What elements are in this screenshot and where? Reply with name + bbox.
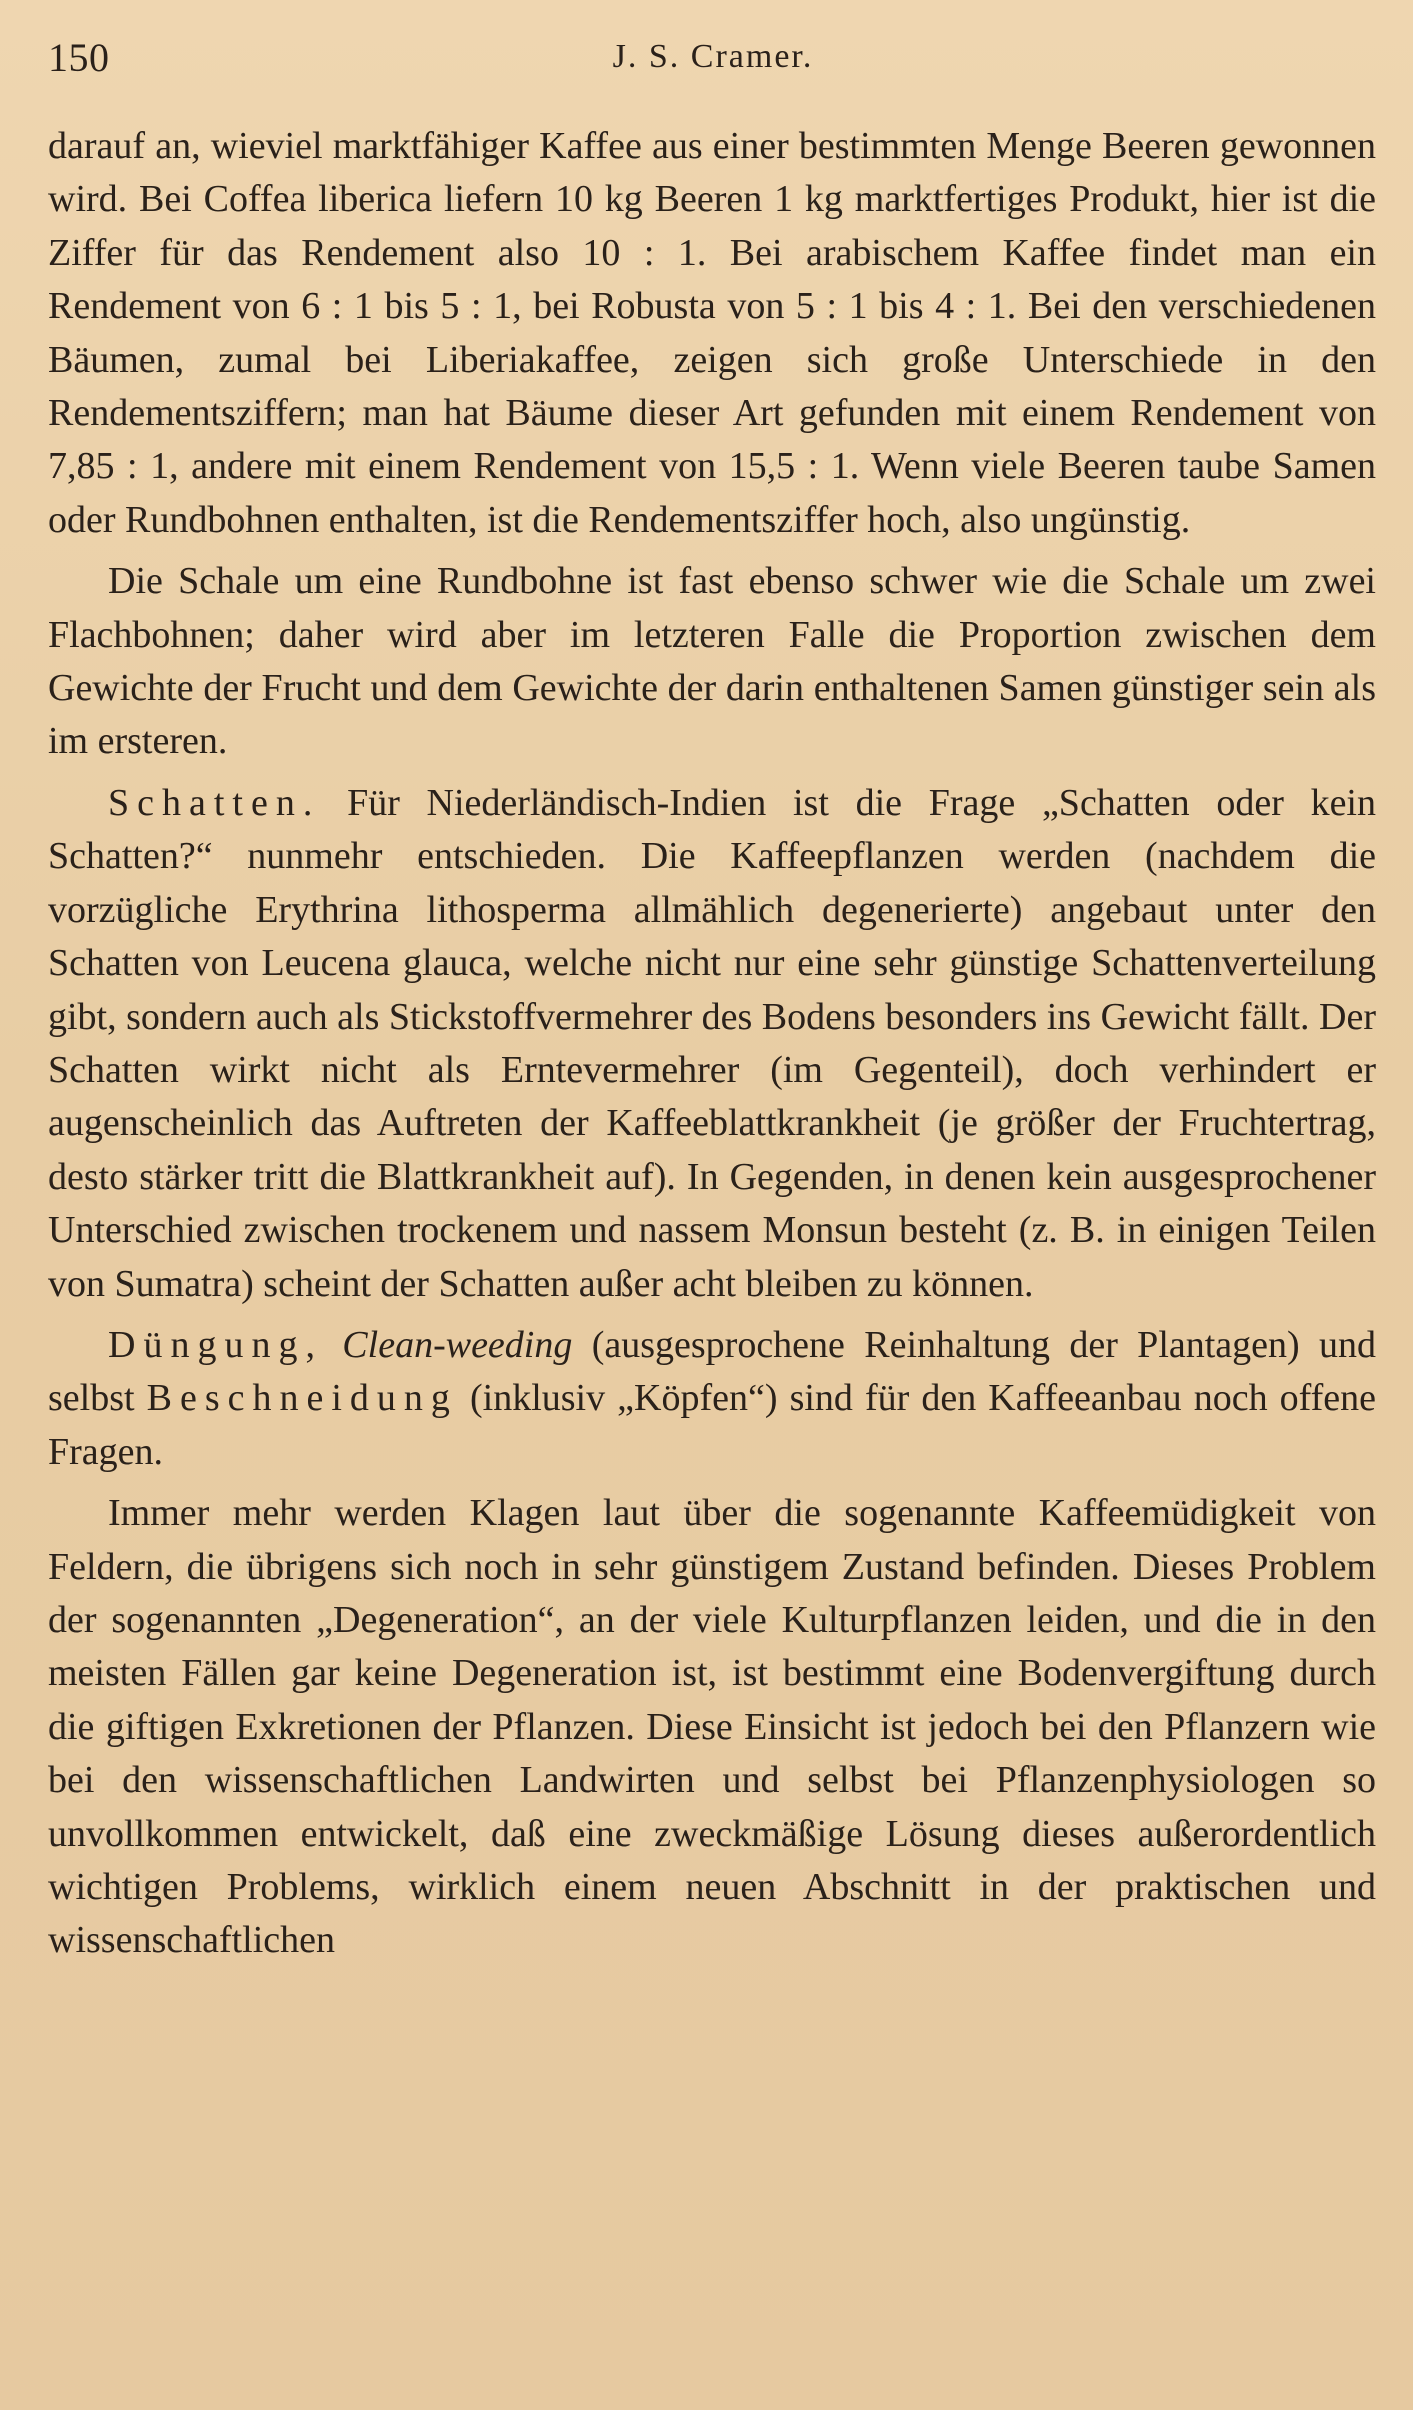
page-number: 150 (48, 35, 110, 80)
running-head: J. S. Cramer. (612, 38, 814, 75)
section-head-duengung: Düngung, (108, 1323, 323, 1366)
section-head-beschneidung: Beschneidung (146, 1377, 458, 1420)
paragraph-kaffeemuedigkeit: Immer mehr werden Klagen laut über die sogenannte Kaffeemüdigkeit von Feldern, die übrigens sich noch in sehr günstigem Zustand befinden. Dieses Problem der sogenannten „Degeneration“, an der viele Kulturpflanzen leiden, und die in den meisten Fällen gar keine Degeneration ist, ist bestimmt eine Bodenvergiftung durch die giftigen Exkretionen der Pflanzen. Diese Einsicht ist jedoch bei den Pflanzern wie bei den wissenschaftlichen Landwirten und selbst bei Pflanzenphysiologen so unvollkommen entwickelt, daß eine zweckmäßige Lösung dieses außerordentlich wichtigen Problems, wirklich einem neuen Abschnitt in der praktischen und wissenschaftlichen (48, 1492, 1376, 1962)
paragraph-schatten (48, 777, 1376, 1311)
paragraph-duengung-mid: (ausgesprochene Reinhaltung der Plantagen) und selbst (48, 1323, 1377, 1420)
paragraph-schatten-text: Für Niederländisch-Indien ist die Frage „Schatten oder kein Schatten?“ nunmehr entschieden. Die Kaffeepflanzen werden (nachdem die vorzügliche Erythrina lithosperma allmählich degenerierte) angebaut unter den Schatten von Leucena glauca, welche nicht nur eine sehr günstige Schattenverteilung gibt, sondern auch als Stickstoffvermehrer des Bodens besonders ins Gewicht fällt. Der Schatten wirkt nicht als Erntevermehrer (im Gegenteil), doch verhindert er augenscheinlich das Auftreten der Kaffeeblattkrankheit (je größer der Fruchtertrag, desto stärker tritt die Blattkrankheit auf). In Gegenden, in denen kein ausgesprochener Unterschied zwischen trockenem und nassem Monsun besteht (z. B. in einigen Teilen von Sumatra) scheint der Schatten außer acht bleiben zu können. (48, 781, 1376, 1305)
paragraph-rendement: darauf an, wieviel marktfähiger Kaffee aus einer bestimmten Menge Beeren gewonnen wird. Bei Coffea liberica liefern 10 kg Beeren 1 kg marktfertiges Produkt, hier ist die Ziffer für das Rendement also 10 : 1. Bei arabischem Kaffee findet man ein Rendement von 6 : 1 bis 5 : 1, bei Robusta von 5 : 1 bis 4 : 1. Bei den verschiedenen Bäumen, zumal bei Liberiakaffee, zeigen sich große Unterschiede in den Rendementsziffern; man hat Bäume dieser Art gefunden mit einem Rendement von 7,85 : 1, andere mit einem Rendement von 15,5 : 1. Wenn viele Beeren taube Samen oder Rundbohnen enthalten, ist die Rendementsziffer hoch, also ungünstig. (48, 125, 1376, 541)
paragraph-duengung (48, 1319, 1376, 1479)
body-text (48, 120, 1376, 1976)
clean-weeding-term: Clean-weeding (342, 1323, 573, 1366)
paragraph-schale: Die Schale um eine Rundbohne ist fast ebenso schwer wie die Schale um zwei Flachbohnen; daher wird aber im letzteren Falle die Proportion zwischen dem Gewichte der Frucht und dem Gewichte der darin enthaltenen Samen günstiger sein als im ersteren. (48, 560, 1376, 763)
paragraph-duengung-end: (inklusiv „Köpfen“) sind für den Kaffeeanbau noch offene Fragen. (48, 1377, 1376, 1473)
page-header (48, 28, 1378, 88)
section-head-schatten: Schatten. (108, 781, 321, 824)
